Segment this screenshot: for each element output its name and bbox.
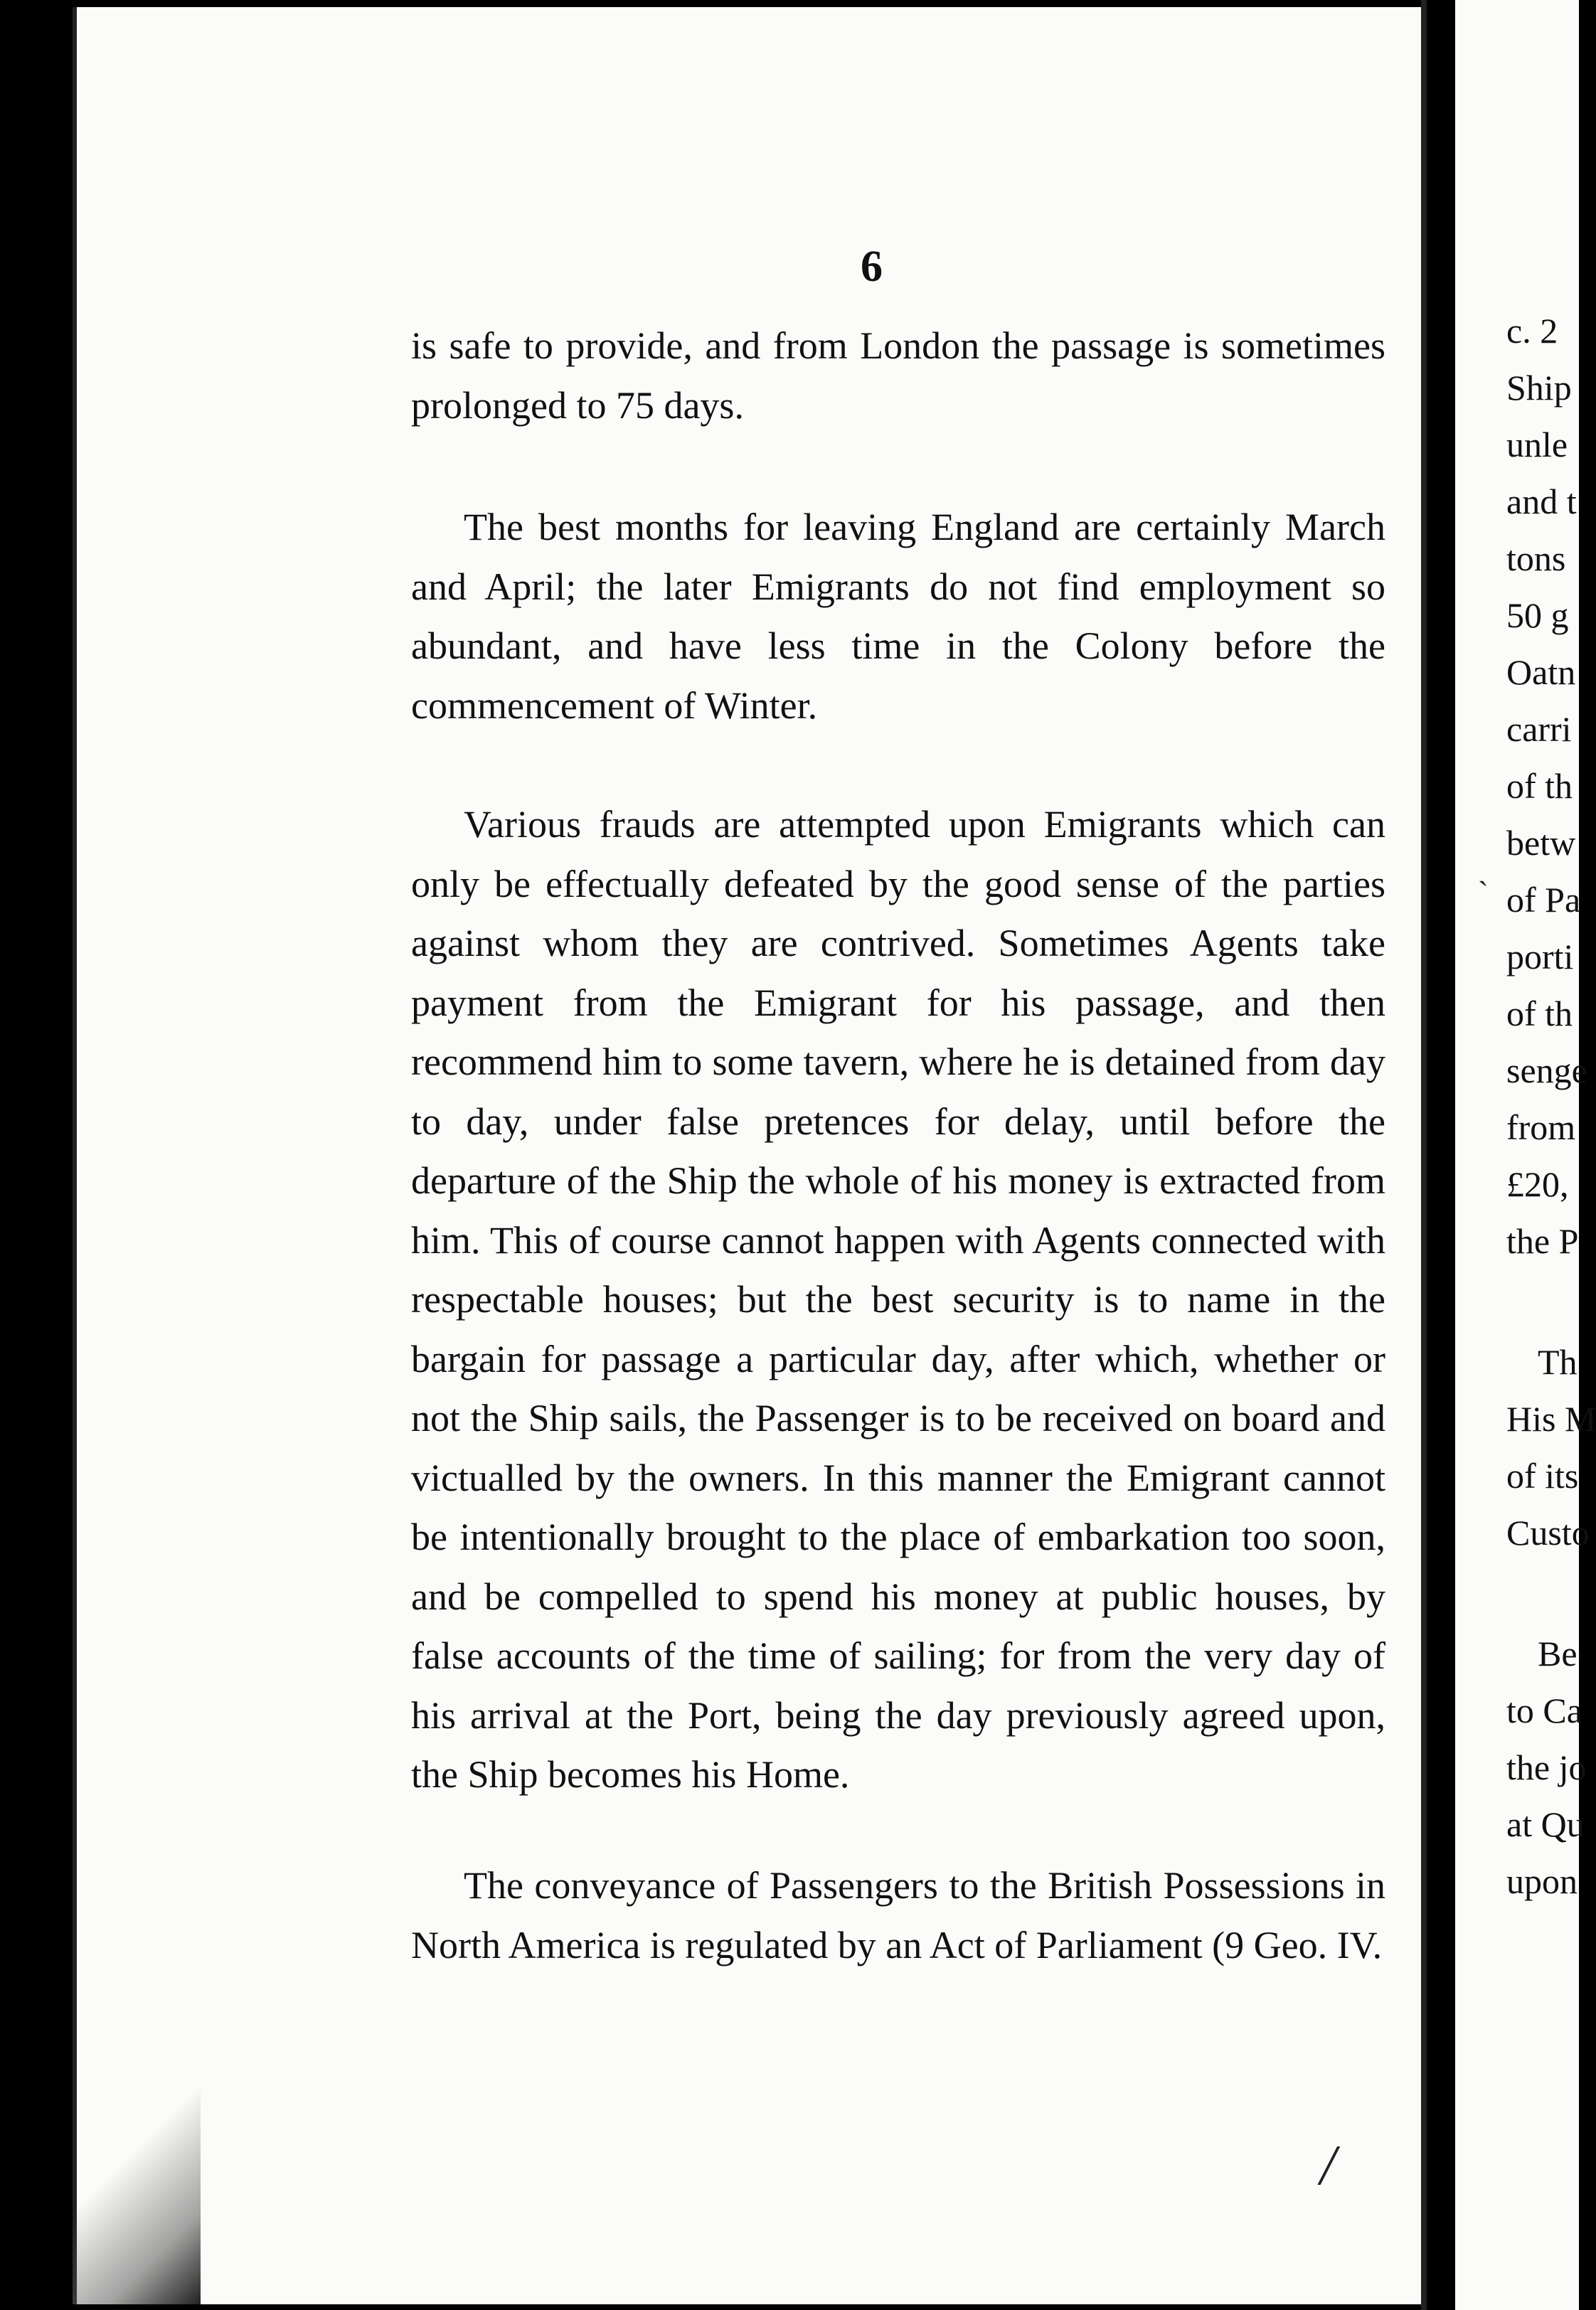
adjacent-page-line: at Qu xyxy=(1506,1804,1585,1844)
paragraph-text: Various frauds are attempted upon Emigrants which can only be effectually defeated by the good sense of the parties against whom they are contrived. Sometimes Agents take payment from the Emigrant for his passage, and then recommend him to some tavern, where he is detained from day to day, under false pretences for delay, until before the departure of the Ship the whole of his money is extracted from him. This of course cannot happen with Agents connected with respectable houses; but the best security is to name in the bargain for passage a particular day, after which, whether or not the Ship sails, the Passenger is to be received on board and victualled by the owners. In this manner the Emigrant cannot be intentionally brought to the place of embarkation too soon, and be compelled to spend his money at public houses, by false accounts of the time of sailing; for from the very day of his arrival at the Port, being the day previously agreed upon, the Ship becomes his Home. xyxy=(411,803,1385,1796)
adjacent-page-line: of Pa xyxy=(1506,880,1581,920)
paragraph-text: The best months for leaving England are certainly March and April; the later Emigrants do not find employment so abundant, and have less time in the Colony before the commencement of Winter. xyxy=(411,506,1385,727)
adjacent-page-line: Custo xyxy=(1506,1513,1590,1553)
paragraph-text: The conveyance of Passengers to the British Possessions in North America is regulated by an Act of Parliament (9 Geo. IV. xyxy=(411,1864,1385,1966)
body-paragraph-4 xyxy=(411,1856,1385,1975)
body-paragraph-3 xyxy=(411,795,1385,1805)
adjacent-page-line: porti xyxy=(1506,937,1574,976)
adjacent-page-line: Th xyxy=(1538,1342,1578,1382)
adjacent-page-line: £20, xyxy=(1506,1164,1569,1204)
book-gutter xyxy=(1427,0,1455,2310)
adjacent-page-line: the jo xyxy=(1506,1747,1587,1787)
body-paragraph-2 xyxy=(411,498,1385,735)
page-corner-shadow xyxy=(73,2062,201,2304)
adjacent-page-line: of th xyxy=(1506,766,1573,806)
adjacent-page-line: unle xyxy=(1506,425,1568,464)
adjacent-page-line: the P xyxy=(1506,1221,1579,1261)
margin-tick-mark: ` xyxy=(1478,875,1489,910)
body-paragraph-1 xyxy=(411,316,1385,435)
adjacent-page-line: betw xyxy=(1506,823,1576,863)
adjacent-page-line: 50 g xyxy=(1506,595,1569,635)
adjacent-page-line: c. 2 xyxy=(1506,311,1558,351)
adjacent-page-line: and t xyxy=(1506,481,1577,521)
adjacent-page-line: from xyxy=(1506,1107,1576,1147)
page-number: 6 xyxy=(861,243,883,291)
adjacent-page-line: to Ca xyxy=(1506,1691,1582,1730)
adjacent-page-line: carri xyxy=(1506,709,1572,749)
adjacent-page-line: His M xyxy=(1506,1399,1596,1439)
adjacent-page-line: Be xyxy=(1538,1634,1578,1673)
adjacent-page-line: senge xyxy=(1506,1050,1587,1090)
adjacent-page-line: Oatn xyxy=(1506,652,1576,692)
adjacent-page-line: upon xyxy=(1506,1861,1578,1901)
adjacent-page-line: of its xyxy=(1506,1456,1579,1496)
adjacent-page xyxy=(1455,0,1596,2310)
page-edge xyxy=(1421,0,1427,2310)
adjacent-page-line: tons xyxy=(1506,538,1566,578)
margin-slash-mark: / xyxy=(1320,2134,1336,2197)
adjacent-page-line: of th xyxy=(1506,994,1573,1033)
adjacent-page-line: Ship xyxy=(1506,368,1572,408)
paragraph-text: is safe to provide, and from London the passage is sometimes prolonged to 75 days. xyxy=(411,324,1385,427)
